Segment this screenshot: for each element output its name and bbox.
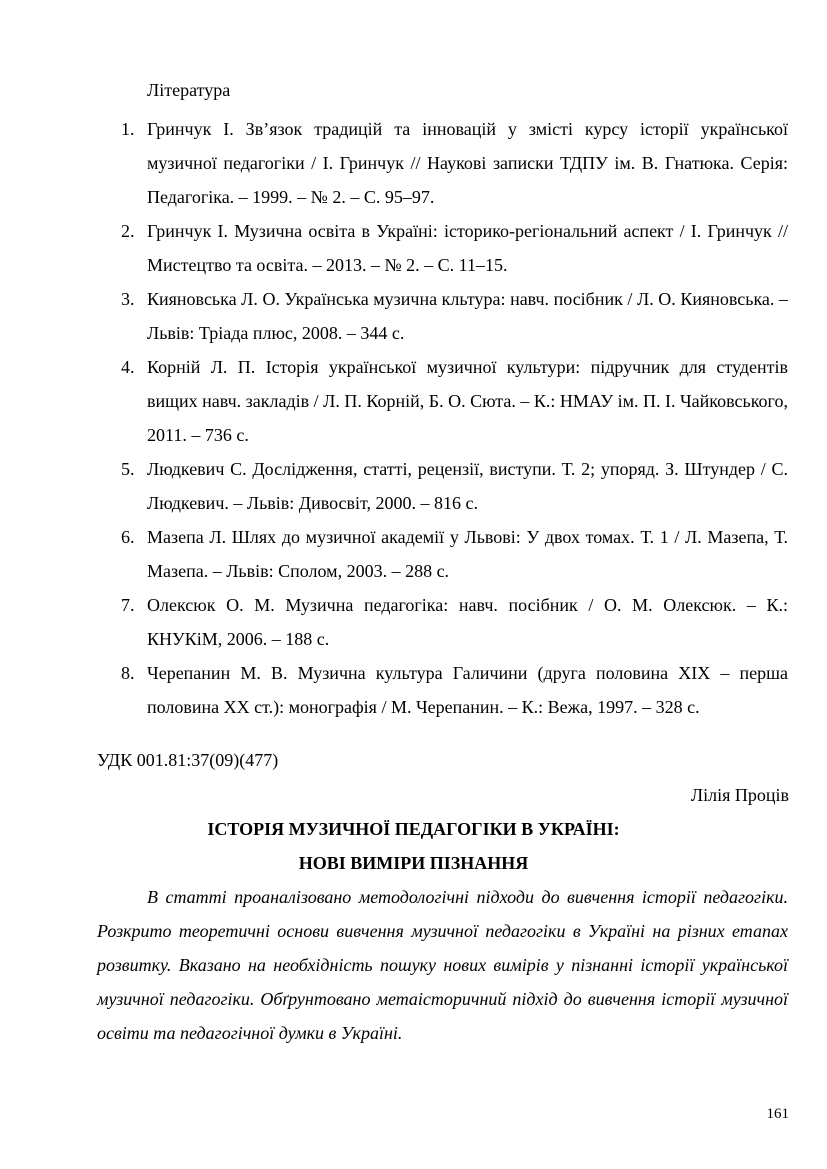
reference-item — [0, 214, 827, 282]
reference-item — [0, 520, 827, 588]
reference-number: 4. — [121, 357, 135, 377]
reference-text: Людкевич С. Дослідження, статті, рецензії, виступи. Т. 2; упоряд. З. Штундер / С. Людкевич. – Львів: Дивосвіт, 2000. – 816 с. — [147, 459, 788, 513]
article-title-line-1: ІСТОРІЯ МУЗИЧНОЇ ПЕДАГОГІКИ В УКРАЇНІ: — [207, 819, 620, 839]
reference-number: 6. — [121, 527, 135, 547]
reference-number: 7. — [121, 595, 135, 615]
reference-number: 8. — [121, 663, 135, 683]
literature-heading: Література — [147, 80, 231, 100]
article-abstract: В статті проаналізовано методологічні підходи до вивчення історії педагогіки. Розкрито теоретичні основи вивчення музичної педагогіки в Україні на різних етапах розвитку. Вказано на необхідність пошуку нових вимірів у пізнанні історії української музичної педагогіки. Обґрунтовано метаісторичний підхід до вивчення історії музичної освіти та педагогічної думки в Україні. — [97, 887, 788, 1043]
reference-text: Корній Л. П. Історія української музичної культури: підручник для студентів вищих навч. закладів / Л. П. Корній, Б. О. Сюта. – К.: НМАУ ім. П. І. Чайковського, 2011. – 736 с. — [147, 357, 788, 445]
reference-item — [0, 452, 827, 520]
reference-text: Гринчук І. Зв’язок традицій та інновацій у змісті курсу історії української музичної педагогіки / І. Гринчук // Наукові записки ТДПУ ім. В. Гнатюка. Серія: Педагогіка. – 1999. – № 2. – С. 95–97. — [147, 119, 788, 207]
reference-item — [0, 350, 827, 452]
reference-text: Гринчук І. Музична освіта в Україні: історико-регіональний аспект / І. Гринчук // Мистецтво та освіта. – 2013. – № 2. – С. 11–15. — [147, 221, 788, 275]
reference-number: 5. — [121, 459, 135, 479]
reference-item — [0, 588, 827, 656]
reference-item — [0, 112, 827, 214]
reference-text: Олексюк О. М. Музична педагогіка: навч. посібник / О. М. Олексюк. – К.: КНУКіМ, 2006. – 188 с. — [147, 595, 788, 649]
reference-number: 2. — [121, 221, 135, 241]
udk-code: УДК 001.81:37(09)(477) — [97, 750, 279, 770]
reference-list — [0, 112, 827, 724]
reference-text: Кияновська Л. О. Українська музична кльтура: навч. посібник / Л. О. Кияновська. – Львів: Тріада плюс, 2008. – 344 с. — [147, 289, 788, 343]
reference-number: 1. — [121, 119, 135, 139]
reference-text: Мазепа Л. Шлях до музичної академії у Львові: У двох томах. Т. 1 / Л. Мазепа, Т. Мазепа. – Львів: Сполом, 2003. – 288 с. — [147, 527, 788, 581]
reference-number: 3. — [121, 289, 135, 309]
author-name: Лілія Проців — [690, 785, 789, 805]
reference-item — [0, 656, 827, 724]
page-number: 161 — [766, 1106, 789, 1122]
article-title-line-2: НОВІ ВИМІРИ ПІЗНАННЯ — [298, 853, 529, 873]
reference-item — [0, 282, 827, 350]
reference-text: Черепанин М. В. Музична культура Галичини (друга половина XIX – перша половина XX ст.): монографія / М. Черепанин. – К.: Вежа, 1997. – 328 с. — [147, 663, 788, 717]
